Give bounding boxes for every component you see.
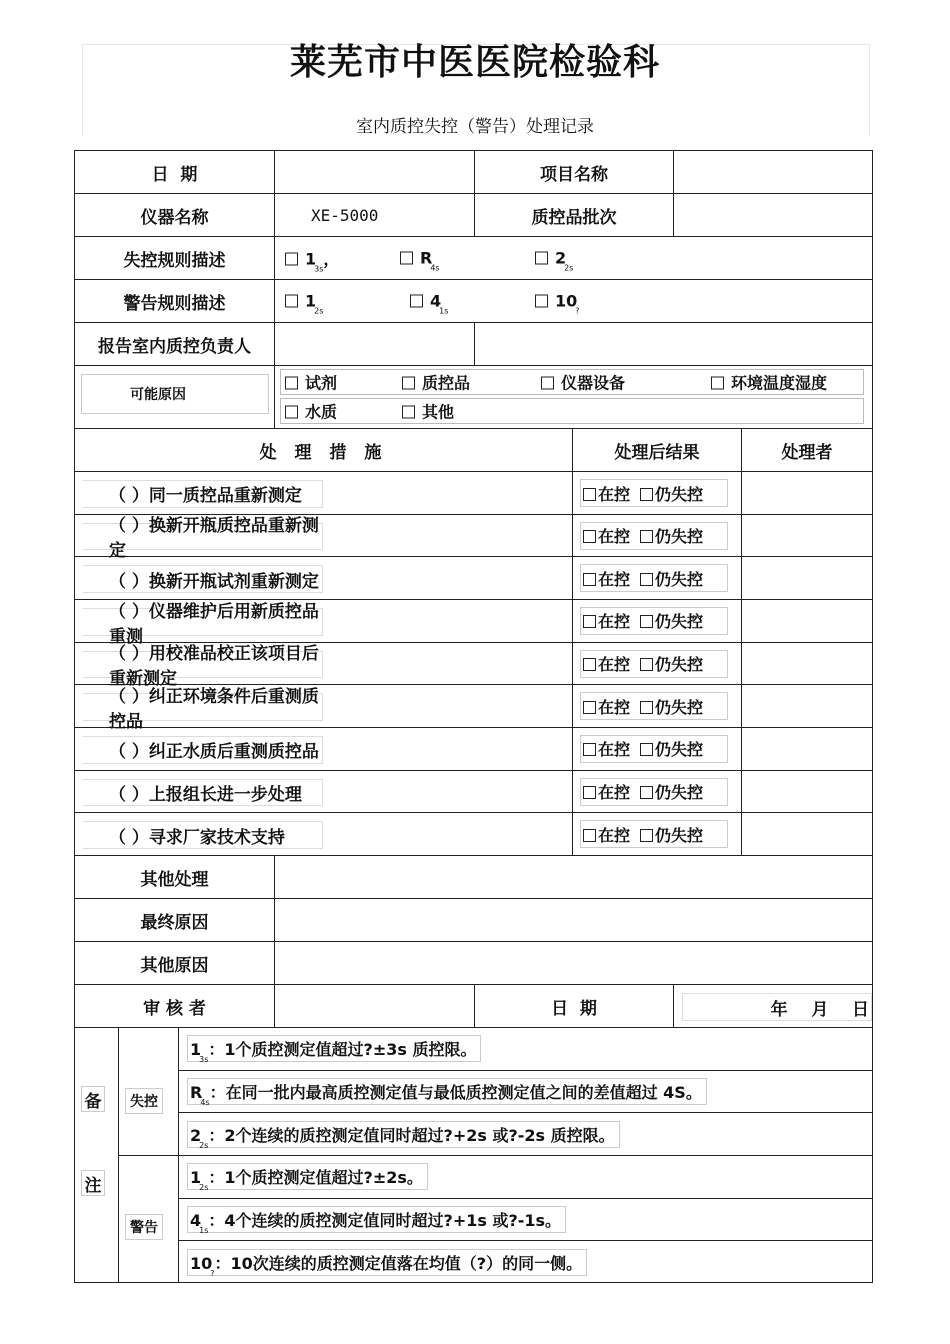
checkbox-icon (410, 295, 423, 308)
measure-result-cell (573, 515, 742, 558)
checkbox-icon (711, 377, 724, 390)
loss-rule-option-1[interactable]: $1_{3s}$， (285, 247, 339, 270)
loss-rule-option-3[interactable]: $2_{2s}$ (535, 249, 573, 268)
measure-result-cell (573, 728, 742, 771)
notes-label-top: 备 (81, 1086, 105, 1112)
cause-option-qc-material[interactable]: 质控品 (402, 371, 470, 394)
handler-header (742, 429, 872, 472)
checkbox-icon (535, 252, 548, 265)
measure-row (75, 472, 573, 515)
cause-label-cell (75, 366, 275, 429)
measure-result-options (580, 522, 728, 550)
measure-result-cell (573, 472, 742, 515)
measure-result-options (580, 735, 728, 763)
result-in-control-option[interactable]: 在控 (583, 524, 630, 547)
final-cause-label: 最终原因 (140, 912, 209, 933)
measure-result-cell (573, 685, 742, 728)
measure-handler-field[interactable] (742, 728, 872, 771)
result-header (573, 429, 742, 472)
result-in-control-option[interactable]: 在控 (583, 737, 630, 760)
instrument-label: 仪器名称 (140, 207, 209, 228)
measure-result-cell (573, 643, 742, 686)
other-handling-label-cell (75, 856, 275, 899)
result-still-out-option[interactable]: 仍失控 (640, 652, 703, 675)
checkbox-icon (285, 253, 298, 266)
rule-subscript: 2s (199, 1140, 209, 1150)
result-in-control-option[interactable]: 在控 (583, 695, 630, 718)
warn-rule-options (275, 280, 872, 323)
review-date-label-cell (475, 985, 674, 1028)
measure-handler-field[interactable] (742, 685, 872, 728)
rule-code: 4 (190, 1210, 202, 1230)
date-label: 日 期 (151, 164, 198, 185)
note-line (179, 1071, 872, 1114)
result-still-out-option[interactable]: 仍失控 (640, 609, 703, 632)
loss-rule-label-cell (75, 237, 275, 280)
checkbox-icon (583, 615, 596, 628)
cause-label: 可能原因 (81, 374, 269, 414)
measure-row (75, 557, 573, 600)
project-name-field[interactable] (674, 151, 872, 194)
rule-description: ：在同一批内最高质控测定值与最低质控测定值之间的差值超过 4S。 (209, 1082, 702, 1102)
measure-label[interactable]: （ ）换新开瓶质控品重新测定 (83, 523, 323, 551)
notes-label-bottom: 注 (81, 1170, 105, 1196)
measures-header (75, 429, 573, 472)
handler-header-label: 处理者 (781, 442, 833, 463)
rule-code: 2 (190, 1125, 202, 1145)
loss-rule-options (275, 237, 872, 280)
checkbox-icon (285, 406, 298, 419)
review-date-label: 日 期 (551, 998, 597, 1019)
loss-rule-option-2[interactable]: $R_{4s}$ (400, 249, 440, 268)
result-still-out-option[interactable]: 仍失控 (640, 780, 703, 803)
checkbox-icon (541, 377, 554, 390)
reporter-label: 报告室内质控负责人 (98, 336, 251, 357)
checkbox-icon (583, 573, 596, 586)
reviewer-label-cell (75, 985, 275, 1028)
measure-handler-field[interactable] (742, 643, 872, 686)
page-subtitle: 室内质控失控（警告）处理记录 (356, 117, 594, 137)
result-still-out-option[interactable]: 仍失控 (640, 695, 703, 718)
notes-label-cell (75, 1028, 119, 1282)
checkbox-icon (583, 488, 596, 501)
final-cause-field[interactable] (275, 899, 872, 942)
measures-header-label: 处 理 措 施 (259, 442, 388, 463)
warn-rule-label-cell (75, 280, 275, 323)
rule-subscript: 1s (199, 1225, 209, 1235)
reporter-extra-field[interactable] (475, 323, 872, 366)
review-date-value: 年 月 日 (682, 993, 872, 1021)
checkbox-icon (400, 252, 413, 265)
measure-handler-field[interactable] (742, 472, 872, 515)
warn-rule-option-2[interactable]: $4_{1s}$ (410, 292, 448, 311)
checkbox-icon (583, 658, 596, 671)
measure-handler-field[interactable] (742, 515, 872, 558)
rule-description: ：4个连续的质控测定值同时超过?+1s 或?-1s。 (208, 1210, 562, 1230)
warn-notes-label: 警告 (125, 1214, 163, 1240)
checkbox-icon (583, 701, 596, 714)
other-cause-field[interactable] (275, 942, 872, 985)
result-still-out-option[interactable]: 仍失控 (640, 482, 703, 505)
result-header-label: 处理后结果 (614, 442, 700, 463)
result-in-control-option[interactable]: 在控 (583, 652, 630, 675)
note-line (179, 1241, 872, 1284)
cause-row-1 (280, 369, 864, 395)
measure-row (75, 813, 573, 856)
measure-result-options (580, 692, 728, 720)
page-title: 莱芜市中医医院检验科 (289, 41, 660, 83)
result-still-out-option[interactable]: 仍失控 (640, 567, 703, 590)
warn-notes-label-cell (119, 1156, 179, 1282)
measure-row (75, 685, 573, 733)
measure-label[interactable]: （ ）换新开瓶试剂重新测定 (83, 565, 323, 593)
checkbox-icon (640, 743, 653, 756)
result-in-control-option[interactable]: 在控 (583, 823, 630, 846)
reviewer-label: 审 核 者 (143, 998, 206, 1019)
measure-result-cell (573, 813, 742, 856)
checkbox-icon (640, 573, 653, 586)
result-in-control-option[interactable]: 在控 (583, 780, 630, 803)
result-in-control-option[interactable]: 在控 (583, 609, 630, 632)
checkbox-icon (535, 295, 548, 308)
reviewer-field[interactable] (275, 985, 475, 1028)
result-still-out-option[interactable]: 仍失控 (640, 737, 703, 760)
qc-record-form (74, 150, 873, 1283)
checkbox-icon (402, 406, 415, 419)
measure-handler-field[interactable] (742, 600, 872, 643)
note-line (179, 1156, 872, 1199)
measure-row (75, 728, 573, 771)
cause-option-other[interactable]: 其他 (402, 400, 454, 423)
measure-result-options (580, 479, 728, 507)
rule-code: R (190, 1082, 203, 1102)
measure-result-options (580, 564, 728, 592)
rule-subscript: ? (210, 1269, 215, 1279)
instrument-value: XE-5000 (311, 205, 379, 225)
checkbox-icon (583, 829, 596, 842)
cause-option-instrument[interactable]: 仪器设备 (541, 371, 625, 394)
measure-result-cell (573, 557, 742, 600)
checkbox-icon (583, 530, 596, 543)
warn-rule-option-1[interactable]: $1_{2s}$ (285, 292, 323, 311)
measure-row (75, 515, 573, 562)
instrument-field[interactable] (275, 194, 475, 237)
checkbox-icon (640, 701, 653, 714)
measure-result-options (580, 607, 728, 635)
other-handling-field[interactable] (275, 856, 872, 899)
qc-lot-field[interactable] (674, 194, 872, 237)
date-field[interactable] (275, 151, 475, 194)
measure-label[interactable]: （ ）用校准品校正该项目后重新测定 (83, 651, 323, 679)
final-cause-label-cell (75, 899, 275, 942)
result-in-control-option[interactable]: 在控 (583, 482, 630, 505)
other-cause-label: 其他原因 (140, 955, 209, 976)
measure-label[interactable]: （ ）同一质控品重新测定 (83, 480, 323, 508)
rule-code: 1 (190, 1168, 202, 1188)
qc-lot-label-cell (475, 194, 674, 237)
project-name-label-cell (475, 151, 674, 194)
other-handling-label: 其他处理 (140, 869, 209, 890)
checkbox-icon (640, 786, 653, 799)
instrument-label-cell (75, 194, 275, 237)
rule-description: ：1个质控测定值超过?±2s。 (208, 1168, 423, 1188)
measure-handler-field[interactable] (742, 771, 872, 814)
checkbox-icon (640, 658, 653, 671)
measure-result-options (580, 778, 728, 806)
note-line (179, 1199, 872, 1242)
rule-code: 10 (190, 1254, 213, 1274)
review-date-field[interactable] (674, 985, 872, 1028)
reporter-field[interactable] (275, 323, 475, 366)
rule-code: 1 (190, 1040, 202, 1060)
measure-handler-field[interactable] (742, 813, 872, 856)
measure-row (75, 643, 573, 690)
rule-description: ：1个质控测定值超过?±3s 质控限。 (208, 1040, 477, 1060)
rule-subscript: 3s (199, 1055, 209, 1065)
rule-subscript: 2s (199, 1183, 209, 1193)
note-line (179, 1113, 872, 1156)
rule-description: ：2个连续的质控测定值同时超过?+2s 或?-2s 质控限。 (208, 1125, 615, 1145)
measure-result-cell (573, 771, 742, 814)
measure-label[interactable]: （ ）仪器维护后用新质控品重测 (83, 608, 323, 636)
warn-rule-option-3[interactable]: $10_?$ (535, 292, 580, 311)
measure-row (75, 771, 573, 814)
checkbox-icon (285, 295, 298, 308)
date-label-cell (75, 151, 275, 194)
cause-option-water[interactable]: 水质 (285, 400, 337, 423)
other-cause-label-cell (75, 942, 275, 985)
rule-description: ：10次连续的质控测定值落在均值（?）的同一侧。 (214, 1254, 583, 1274)
checkbox-icon (640, 615, 653, 628)
warn-rule-label: 警告规则描述 (123, 293, 226, 314)
result-still-out-option[interactable]: 仍失控 (640, 823, 703, 846)
measure-handler-field[interactable] (742, 557, 872, 600)
cause-row-2 (280, 398, 864, 424)
measure-row (75, 600, 573, 647)
checkbox-icon (285, 377, 298, 390)
loss-notes-label: 失控 (125, 1088, 163, 1114)
measure-result-cell (573, 600, 742, 643)
loss-notes-label-cell (119, 1028, 179, 1156)
result-in-control-option[interactable]: 在控 (583, 567, 630, 590)
checkbox-icon (583, 743, 596, 756)
checkbox-icon (640, 488, 653, 501)
measure-result-options (580, 820, 728, 848)
checkbox-icon (640, 829, 653, 842)
note-line (179, 1028, 872, 1071)
measure-label[interactable]: （ ）纠正水质后重测质控品 (83, 736, 323, 764)
loss-rule-label: 失控规则描述 (123, 250, 226, 271)
measure-label[interactable]: （ ）上报组长进一步处理 (83, 779, 323, 807)
measure-label[interactable]: （ ）纠正环境条件后重测质控品 (83, 693, 323, 721)
reporter-label-cell (75, 323, 275, 366)
checkbox-icon (640, 530, 653, 543)
cause-option-environment[interactable]: 环境温度湿度 (711, 371, 827, 394)
checkbox-icon (402, 377, 415, 390)
measure-result-options (580, 650, 728, 678)
qc-lot-label: 质控品批次 (531, 207, 617, 228)
rule-subscript: 4s (200, 1097, 210, 1107)
checkbox-icon (583, 786, 596, 799)
cause-option-reagent[interactable]: 试剂 (285, 371, 337, 394)
project-name-label: 项目名称 (540, 164, 608, 185)
measure-label[interactable]: （ ）寻求厂家技术支持 (83, 821, 323, 849)
result-still-out-option[interactable]: 仍失控 (640, 524, 703, 547)
